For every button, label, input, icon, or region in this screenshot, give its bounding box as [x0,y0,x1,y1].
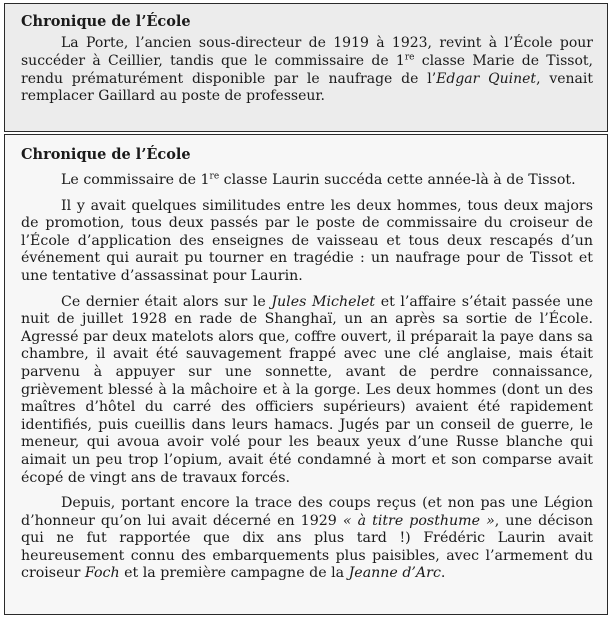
ship-name: Foch [84,565,120,582]
ship-name: Jeanne d’Arc [348,565,441,582]
text-span: Le commissaire de 1 [61,172,210,188]
ship-name: Jules Michelet [271,293,376,310]
chronicle-paragraph [21,294,593,488]
chronicle-title-2: Chronique de l’École [21,146,191,163]
text-span: . [440,565,446,582]
quoted-phrase: « à titre posthume » [342,512,495,529]
text-span: Depuis, portant encore la trace des coups reçus (et non pas une Légion d’honneur qu’on lui avait décerné en 1929 [21,495,593,529]
chronicle-paragraph: Il y avait quelques similitudes entre les deux hommes, tous deux majors de promotion, tous deux passés par le poste de commissaire du croiseur de l’École d’application des enseignes de vaisseau et tous deux rescapés d’un événement qui aurait pu tourner en tragédie : un naufrage pour de Tissot et une tentative d’assassinat pour Laurin. [21,197,593,284]
text-span: classe Laurin succéda cette année-là à de Tissot. [219,172,576,188]
chronicle-paragraph [21,35,593,106]
ordinal-sup: re [404,52,415,63]
text-span: , une décison qui ne fut rapportée que dix ans plus tard !) Frédéric Laurin avait heureusement connu des embarquements plus paisibles, avec l’armement du croiseur [21,512,594,582]
text-span: , venait remplacer Gaillard au poste de professeur. [21,70,593,105]
text-span: et la première campagne de la [119,565,349,582]
text-span: classe Marie de Tissot, rendu prématurément disponible par le naufrage de l’ [21,52,593,87]
ship-name: Edgar Quinet [436,70,537,87]
chronicle-box-1 [4,3,608,132]
chronicle-title-1: Chronique de l’École [21,13,191,30]
ordinal-sup: re [209,171,220,182]
chronicle-paragraph [21,172,593,190]
chronicle-box-2 [4,134,608,615]
text-span: Ce dernier était alors sur le [61,293,272,310]
text-span: La Porte, l’ancien sous-directeur de 1919 à 1923, revint à l’École pour succéder à Ceillier, tandis que le commissaire de 1 [21,35,593,69]
text-span: et l’affaire s’était passée une nuit de juillet 1928 en rade de Shanghaï, un an après sa sortie de l’École. Agressé par deux matelots alors que, coffre ouvert, il préparait la paye dans sa chambre, il avait été sauvagement frappé avec une clé anglaise, mais était parvenu à appuyer sur une sonnette, avant de perdre connaissance, grièvement blessé à la mâchoire et à la gorge. Les deux hommes (dont un des maîtres d’hôtel du carré des officiers supérieurs) avaient été rapidement identifiés, puis cueillis dans leurs hamacs. Jugés par un conseil de guerre, le meneur, qui avoua avoir volé pour les beaux yeux d’une Russe blanche qui aimait un peu trop l’opium, avait été condamné à mort et son comparse avait écopé de vingt ans de travaux forcés. [21,293,593,486]
chronicle-paragraph [21,495,593,583]
